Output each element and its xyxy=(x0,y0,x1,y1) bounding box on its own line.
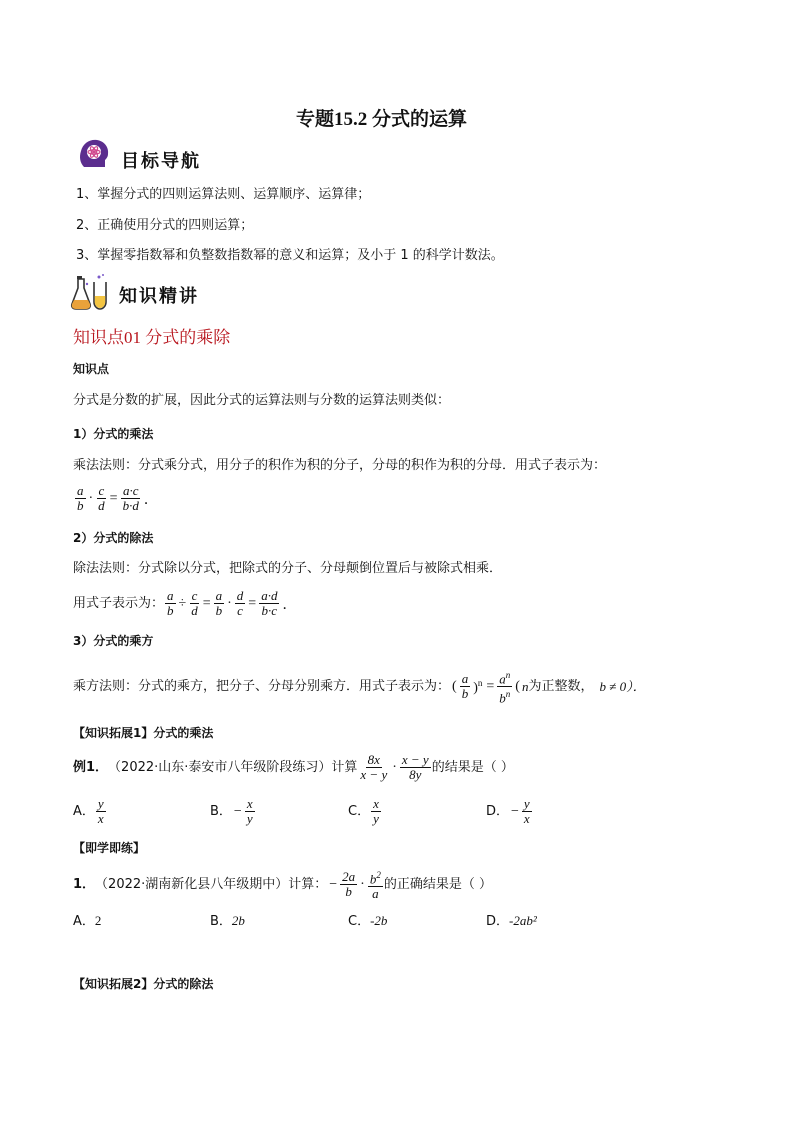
example-text: （2022·山东·泰安市八年级阶段练习）计算 xyxy=(108,759,358,775)
option-a[interactable]: A． $\frac{y}{x}$ xyxy=(73,796,104,826)
practice-heading: 【即学即练】 xyxy=(73,841,146,855)
example-tail: 的结果是（ ） xyxy=(431,759,514,775)
knowledge-label: 知识点 xyxy=(73,362,110,376)
goal-item: 3、掌握零指数幂和负整数指数幂的意义和运算；及小于 1 的科学计数法。 xyxy=(76,248,504,263)
option-label: D． xyxy=(486,914,510,929)
head-brain-icon xyxy=(76,137,112,173)
pow-heading: 3）分式的乘方 xyxy=(73,634,154,648)
mul-heading: 1）分式的乘法 xyxy=(73,427,154,441)
pow-condition-1: 为正整数， xyxy=(528,678,594,694)
ext2-heading: 【知识拓展2】分式的除法 xyxy=(73,977,214,991)
nav-heading: 目标导航 xyxy=(121,151,201,171)
goal-item: 2、正确使用分式的四则运算； xyxy=(76,218,254,233)
knowledge-heading: 知识精讲 xyxy=(119,286,199,306)
pow-condition-2: b ≠ 0）． xyxy=(599,678,646,694)
option-d[interactable]: D． − $\frac{y}{x}$ xyxy=(486,796,530,826)
practice-option-a[interactable] xyxy=(73,912,101,931)
ext1-heading: 【知识拓展1】分式的乘法 xyxy=(73,726,214,740)
chemistry-flask-icon xyxy=(70,272,110,312)
intro-text: 分式是分数的扩展，因此分式的运算法则与分数的运算法则类似： xyxy=(73,393,451,408)
option-value: 2b xyxy=(231,913,245,928)
page-title: 专题15.2 分式的运算 xyxy=(296,109,468,130)
example-label: 例1． xyxy=(73,759,109,775)
option-value: -2ab² xyxy=(509,913,537,928)
option-c[interactable]: C． $\frac{x}{y}$ xyxy=(348,796,379,826)
practice-option-d[interactable] xyxy=(486,912,537,931)
question-label: 1． xyxy=(73,876,96,892)
div-heading: 2）分式的除法 xyxy=(73,531,154,545)
option-value: 2 xyxy=(94,913,102,928)
goal-item: 1、掌握分式的四则运算法则、运算顺序、运算律； xyxy=(76,187,371,202)
pow-rule: 乘方法则：分式的乘方，把分子、分母分别乘方．用式子表示为： xyxy=(73,678,451,694)
div-rule: 除法法则：分式除以分式，把除式的分子、分母颠倒位置后与被除式相乘． xyxy=(73,561,503,576)
mul-formula: $\frac{a}{b}$ · $\frac{c}{d}$ = $\frac{a\cdot c}{b\cdot d}$ ． xyxy=(77,483,158,513)
practice-question: 1． （2022·湖南新化县八年级期中）计算： − $\frac{2a}{b}$ · $\frac{b^2}{a}$ 的正确结果是（ ） xyxy=(73,869,492,902)
div-formula: 用式子表示为： $\frac{a}{b}$ ÷ $\frac{c}{d}$ = $\frac{a}{b}$ · $\frac{d}{c}$ = $\frac{a\cdot d}{b\cdot c}$ ． xyxy=(73,588,297,618)
option-label: A． xyxy=(73,803,95,819)
option-label: B． xyxy=(210,914,232,929)
div-formula-lead: 用式子表示为： xyxy=(73,595,165,611)
option-label: C． xyxy=(348,914,371,929)
question-tail: 的正确结果是（ ） xyxy=(383,876,492,892)
option-label: A． xyxy=(73,914,95,929)
question-text: （2022·湖南新化县八年级期中）计算： xyxy=(95,876,328,892)
practice-option-c[interactable] xyxy=(348,912,387,931)
option-b[interactable]: B． − $\frac{x}{y}$ xyxy=(210,796,253,826)
practice-option-b[interactable] xyxy=(210,912,245,931)
example-1: 例1． （2022·山东·泰安市八年级阶段练习）计算 $\frac{8x}{x - y}$ · $\frac{x - y}{8y}$ 的结果是（ ） xyxy=(73,752,514,782)
option-label: B． xyxy=(210,803,232,819)
option-label: D． xyxy=(486,803,510,819)
option-value: -2b xyxy=(370,913,388,928)
option-label: C． xyxy=(348,803,371,819)
mul-rule: 乘法法则：分式乘分式，用分子的积作为积的分子，分母的积作为积的分母．用式子表示为： xyxy=(73,458,607,473)
section-heading: 知识点01 分式的乘除 xyxy=(73,328,231,347)
pow-line: 乘方法则：分式的乘方，把分子、分母分别乘方．用式子表示为： ( $\frac{a}{b}$ )$^n$ = $\frac{a^n}{b^n}$ ( n 为正整数， b ≠ 0）． xyxy=(73,670,646,706)
